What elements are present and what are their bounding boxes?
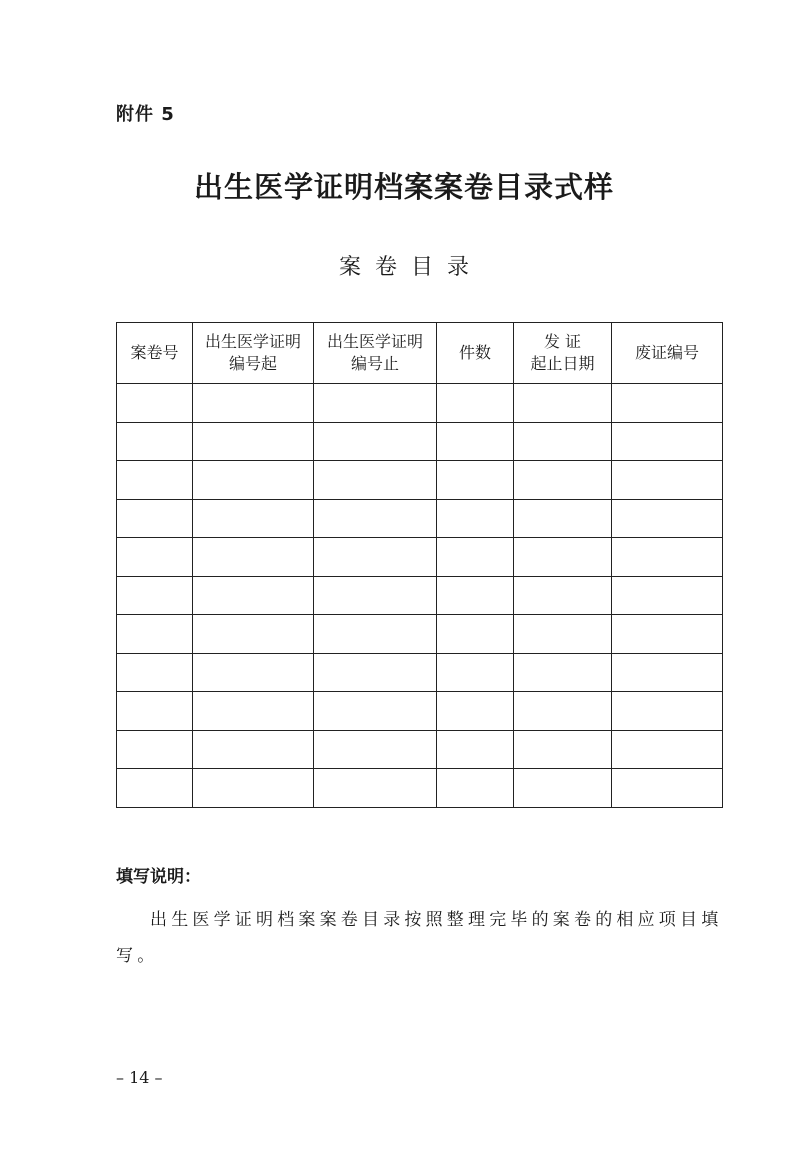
cell-file-number bbox=[117, 461, 193, 500]
cell-item-count bbox=[437, 769, 514, 808]
table-row bbox=[117, 692, 723, 731]
cell-cert-number-end bbox=[314, 422, 437, 461]
table-row bbox=[117, 538, 723, 577]
cell-cert-number-start bbox=[193, 422, 314, 461]
cell-file-number bbox=[117, 692, 193, 731]
cell-issue-date-range bbox=[514, 422, 612, 461]
attachment-label: 附件 5 bbox=[116, 104, 175, 125]
cell-cert-number-end bbox=[314, 730, 437, 769]
cell-issue-date-range bbox=[514, 730, 612, 769]
cell-issue-date-range bbox=[514, 538, 612, 577]
cell-void-cert-number bbox=[612, 576, 723, 615]
cell-void-cert-number bbox=[612, 615, 723, 654]
header-cert-number-start: 出生医学证明 编号起 bbox=[193, 323, 314, 384]
cell-void-cert-number bbox=[612, 730, 723, 769]
notes-body: 出生医学证明档案案卷目录按照整理完毕的案卷的相应项目填写。 bbox=[116, 910, 723, 966]
cell-item-count bbox=[437, 692, 514, 731]
cell-file-number bbox=[117, 384, 193, 423]
notes-heading: 填写说明： bbox=[116, 867, 201, 887]
cell-void-cert-number bbox=[612, 538, 723, 577]
document-title: 出生医学证明档案案卷目录式样 bbox=[193, 170, 614, 204]
cell-cert-number-end bbox=[314, 461, 437, 500]
cell-issue-date-range bbox=[514, 499, 612, 538]
cell-cert-number-start bbox=[193, 769, 314, 808]
table-row bbox=[117, 499, 723, 538]
cell-item-count bbox=[437, 384, 514, 423]
table-body bbox=[117, 384, 723, 808]
header-cert-number-end: 出生医学证明 编号止 bbox=[314, 323, 437, 384]
cell-issue-date-range bbox=[514, 653, 612, 692]
cell-cert-number-start bbox=[193, 653, 314, 692]
cell-item-count bbox=[437, 538, 514, 577]
cell-cert-number-start bbox=[193, 692, 314, 731]
cell-void-cert-number bbox=[612, 692, 723, 731]
cell-issue-date-range bbox=[514, 576, 612, 615]
table-row bbox=[117, 384, 723, 423]
cell-file-number bbox=[117, 615, 193, 654]
cell-void-cert-number bbox=[612, 384, 723, 423]
header-file-number: 案卷号 bbox=[117, 323, 193, 384]
table-header-row bbox=[117, 323, 723, 384]
cell-item-count bbox=[437, 499, 514, 538]
cell-issue-date-range bbox=[514, 461, 612, 500]
header-void-cert-number: 废证编号 bbox=[612, 323, 723, 384]
cell-issue-date-range bbox=[514, 769, 612, 808]
cell-cert-number-end bbox=[314, 615, 437, 654]
cell-issue-date-range bbox=[514, 384, 612, 423]
cell-issue-date-range bbox=[514, 615, 612, 654]
cell-cert-number-end bbox=[314, 576, 437, 615]
cell-item-count bbox=[437, 461, 514, 500]
table-row bbox=[117, 422, 723, 461]
cell-item-count bbox=[437, 576, 514, 615]
cell-cert-number-start bbox=[193, 461, 314, 500]
cell-void-cert-number bbox=[612, 769, 723, 808]
cell-item-count bbox=[437, 615, 514, 654]
cell-file-number bbox=[117, 576, 193, 615]
cell-file-number bbox=[117, 653, 193, 692]
cell-cert-number-start bbox=[193, 576, 314, 615]
table-row bbox=[117, 576, 723, 615]
catalog-table bbox=[116, 322, 723, 808]
table-row bbox=[117, 461, 723, 500]
cell-file-number bbox=[117, 499, 193, 538]
cell-cert-number-end bbox=[314, 653, 437, 692]
cell-cert-number-end bbox=[314, 384, 437, 423]
cell-cert-number-end bbox=[314, 499, 437, 538]
cell-cert-number-start bbox=[193, 499, 314, 538]
page-number: – 14 – bbox=[116, 1068, 163, 1087]
table-row bbox=[117, 653, 723, 692]
header-item-count: 件数 bbox=[437, 323, 514, 384]
cell-cert-number-end bbox=[314, 538, 437, 577]
header-issue-date-range: 发 证 起止日期 bbox=[514, 323, 612, 384]
cell-file-number bbox=[117, 769, 193, 808]
cell-item-count bbox=[437, 422, 514, 461]
cell-cert-number-start bbox=[193, 538, 314, 577]
cell-void-cert-number bbox=[612, 461, 723, 500]
cell-cert-number-start bbox=[193, 384, 314, 423]
cell-void-cert-number bbox=[612, 499, 723, 538]
cell-void-cert-number bbox=[612, 422, 723, 461]
table-row bbox=[117, 615, 723, 654]
cell-cert-number-start bbox=[193, 730, 314, 769]
table-row bbox=[117, 769, 723, 808]
cell-cert-number-end bbox=[314, 769, 437, 808]
cell-file-number bbox=[117, 538, 193, 577]
cell-cert-number-end bbox=[314, 692, 437, 731]
cell-file-number bbox=[117, 422, 193, 461]
cell-issue-date-range bbox=[514, 692, 612, 731]
table-title: 案卷目录 bbox=[338, 255, 483, 280]
cell-item-count bbox=[437, 730, 514, 769]
table-row bbox=[117, 730, 723, 769]
cell-cert-number-start bbox=[193, 615, 314, 654]
cell-file-number bbox=[117, 730, 193, 769]
cell-void-cert-number bbox=[612, 653, 723, 692]
cell-item-count bbox=[437, 653, 514, 692]
